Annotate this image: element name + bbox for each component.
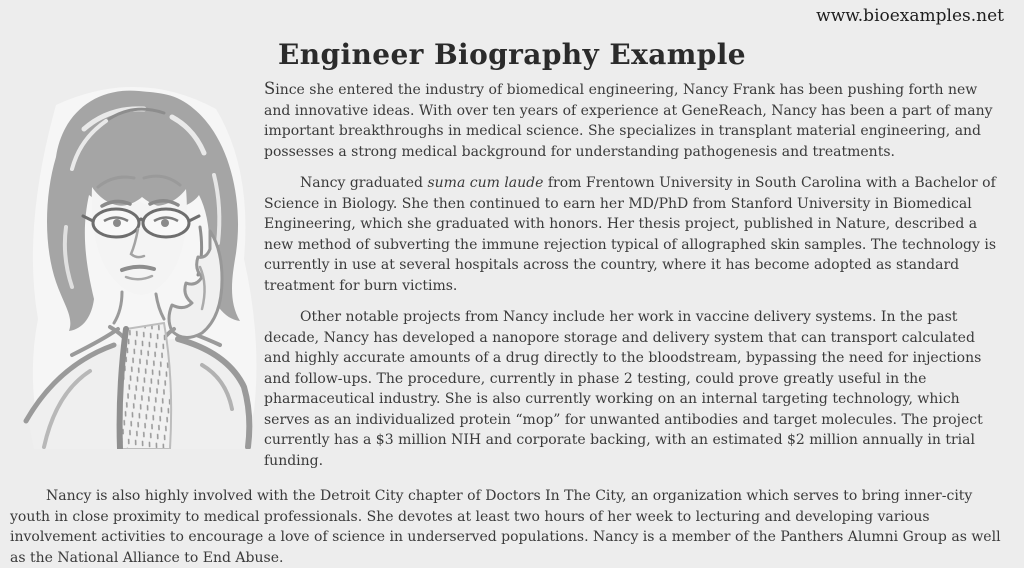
bio-paragraph-community: Nancy is also highly involved with the Detroit City chapter of Doctors In The City, an organization which serves to bring inner-city youth in close proximity to medical professionals. She devotes at least two hours of her week to lecturing and developing various involvement activities to encourage a love of science in underserved populations. Nancy is a member of the Panthers Alumni Group as well as the National Alliance to End Abuse. [10, 488, 1001, 566]
page-title: Engineer Biography Example [277, 38, 747, 71]
bio-text-column [264, 79, 1024, 482]
portrait-sketch-image [14, 77, 264, 449]
bio-paragraph-projects: Other notable projects from Nancy include her work in vaccine delivery systems. In the past decade, Nancy has developed a nanopore storage and delivery system that can transport calculated and highly accurate amounts of a drug directly to the bloodstream, bypassing the need for injections and follow-ups. The procedure, currently in phase 2 testing, could prove greatly useful in the pharmaceutical industry. She is also currently working on an internal targeting technology, which serves as an individualized protein “mop” for unwanted antibodies and target molecules. The project currently has a $3 million NIH and corporate backing, with an estimated $2 million annually in trial funding. [264, 309, 983, 469]
portrait-sketch [0, 77, 264, 453]
site-url: www.bioexamples.net [816, 6, 1004, 26]
bio-paragraph-education: Nancy graduated suma cum laude from Frentown University in South Carolina with a Bachelor of Science in Biology. She then continued to earn her MD/PhD from Stanford University in Biomedical Engineering, which she graduated with honors. Her thesis project, published in Nature, described a new method of subverting the immune rejection typical of allographed skin samples. The technology is currently in use at several hospitals across the country, where it has become adopted as standard treatment for burn victims. [264, 175, 997, 294]
bio-paragraph-intro: Since she entered the industry of biomedical engineering, Nancy Frank has been pushing forth new and innovative ideas. With over ten years of experience at GeneReach, Nancy has been a part of many important breakthroughs in medical science. She specializes in transplant material engineering, and possesses a strong medical background for understanding pathogenesis and treatments. [264, 79, 993, 160]
content-row [0, 79, 1024, 482]
